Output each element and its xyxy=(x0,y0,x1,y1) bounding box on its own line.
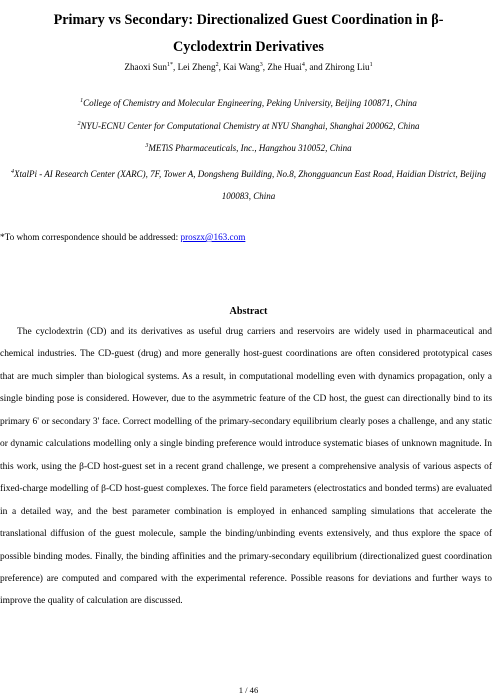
author-separator: , xyxy=(218,62,224,72)
author-name: Zhaoxi Sun xyxy=(124,62,167,72)
affiliation-text: METiS Pharmaceuticals, Inc., Hangzhou 310052, China xyxy=(148,143,352,153)
author-affiliation-mark: 1 xyxy=(369,61,373,68)
correspondence-note xyxy=(0,231,490,243)
author-list xyxy=(10,61,487,73)
affiliation-number: 3 xyxy=(145,143,149,149)
author-affiliation-mark: 2 xyxy=(215,61,219,68)
author-name: Kai Wang xyxy=(223,62,260,72)
affiliation-number: 4 xyxy=(10,169,14,175)
page-number: 1 / 46 xyxy=(238,685,259,695)
paper-title: Primary vs Secondary: Directionalized Guest Coordination in β-Cyclodextrin Derivatives xyxy=(53,12,444,55)
author-affiliation-mark: 3 xyxy=(259,61,263,68)
author-name: Zhirong Liu xyxy=(324,62,370,72)
affiliation xyxy=(10,97,487,109)
affiliation xyxy=(10,120,487,132)
author-separator: , xyxy=(172,62,178,72)
author-affiliation-mark: 4 xyxy=(301,61,305,68)
affiliation-number: 1 xyxy=(80,98,84,104)
affiliation xyxy=(10,142,487,154)
abstract-body: The cyclodextrin (CD) and its derivatives as useful drug carriers and reservoirs are widely used in pharmaceutical and chemical industries. The CD-guest (drug) and more generally host-guest coordinations are often considered prototypical cases that are much simpler than biological systems. As a result, in computational modelling even with dynamics propagation, only a single binding pose is considered. However, due to the asymmetric feature of the CD host, the guest can directionally bind to its primary 6' or secondary 3' face. Correct modelling of the primary-secondary equilibrium clearly poses a challenge, and any static or dynamic calculations modelling only a single binding preference would introduce systematic biases of unknown magnitude. In this work, using the β-CD host-guest set in a recent grand challenge, we present a comprehensive analysis of various aspects of fixed-charge modelling of β-CD host-guest complexes. The force field parameters (electrostatics and bonded terms) are evaluated in a detailed way, and the best parameter combination is employed in enhanced sampling simulations that accelerate the translational diffusion of the guest molecule, sample the binding/unbinding events extensively, and thus explore the space of possible binding modes. Finally, the binding affinities and the primary-secondary equilibrium (directionalized guest coordination preference) are computed and compared with the experimental reference. Possible reasons for deviations and further ways to improve the quality of calculation are discussed. xyxy=(0,327,492,607)
author-name: Lei Zheng xyxy=(177,62,216,72)
author-separator: , and xyxy=(304,62,325,72)
correspondence-label: *To whom correspondence should be addressed: xyxy=(0,232,181,242)
abstract-heading: Abstract xyxy=(229,306,268,317)
affiliation-text: College of Chemistry and Molecular Engineering, Peking University, Beijing 100871, China xyxy=(83,98,417,108)
author-affiliation-mark: 1* xyxy=(166,61,173,68)
affiliation-text: XtalPi - AI Research Center (XARC), 7F, Tower A, Dongsheng Building, No.8, Zhongguancun East Road, Haidian District, Beijing 100083, China xyxy=(13,169,487,201)
affiliation xyxy=(10,163,487,207)
author-separator: , xyxy=(262,62,268,72)
affiliation-number: 2 xyxy=(77,121,81,127)
author-name: Zhe Huai xyxy=(267,62,302,72)
correspondence-email-link[interactable]: proszx@163.com xyxy=(180,232,246,242)
affiliation-text: NYU-ECNU Center for Computational Chemistry at NYU Shanghai, Shanghai 200062, China xyxy=(80,121,420,131)
